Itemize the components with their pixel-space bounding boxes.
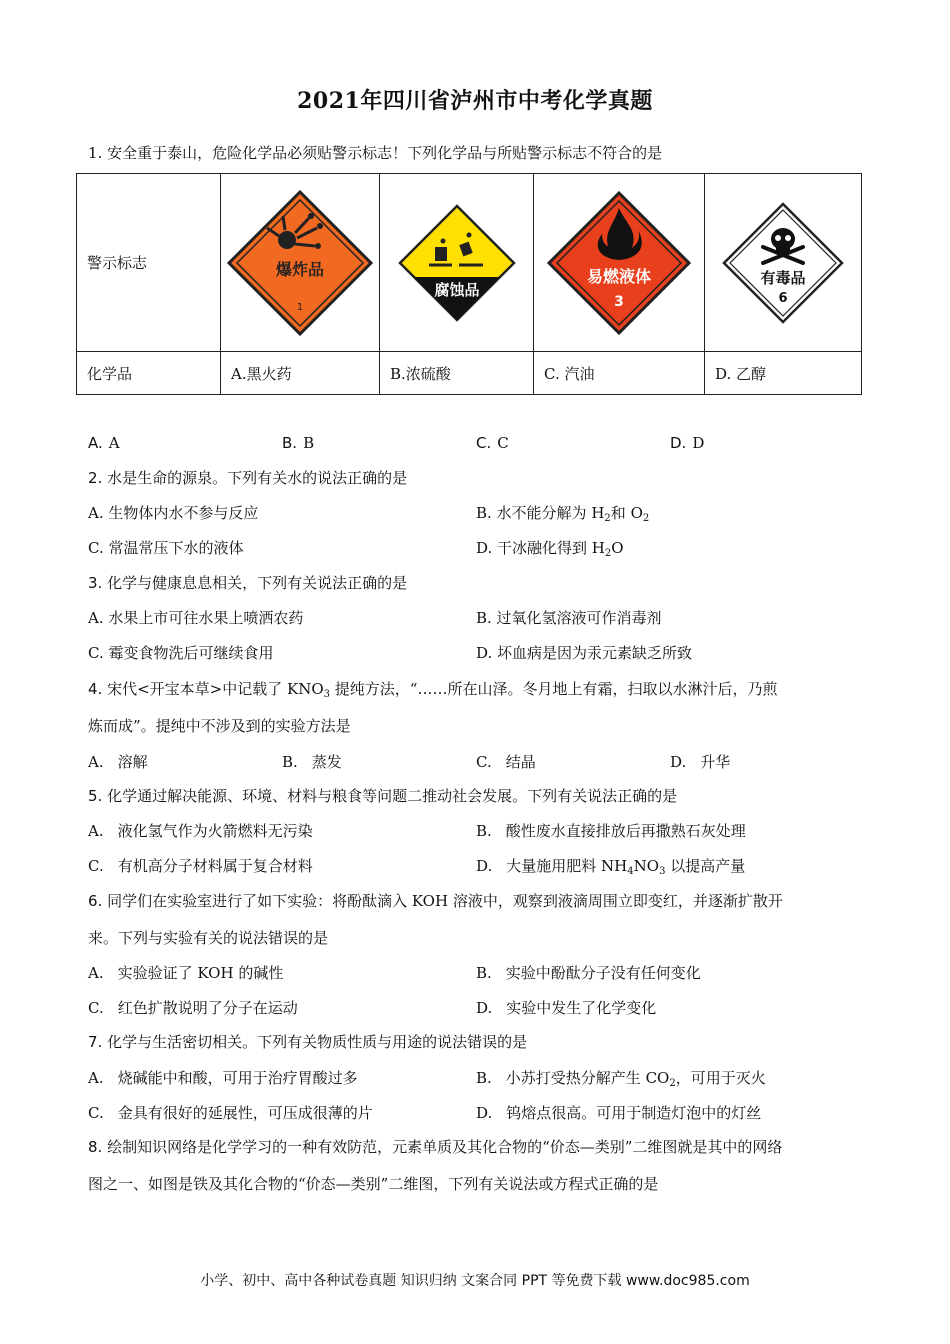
sign-class-number: 3 bbox=[614, 293, 624, 310]
q4-option-c[interactable]: C. 结晶 bbox=[476, 753, 536, 771]
chemical-cell: D. 乙醇 bbox=[705, 352, 862, 395]
q1-option-d[interactable]: D. D bbox=[670, 434, 705, 452]
sign-cell-flammable bbox=[534, 174, 705, 352]
corrosion-icon bbox=[397, 203, 517, 323]
q5-option-b[interactable]: B. 酸性废水直接排放后再撒熟石灰处理 bbox=[476, 822, 746, 840]
sign-cell-explosive bbox=[221, 174, 380, 352]
sign-class-number: 6 bbox=[778, 290, 788, 306]
page-title: 2021年四川省泸州市中考化学真题 bbox=[297, 88, 653, 114]
chemical-cell: C. 汽油 bbox=[534, 352, 705, 395]
q1-option-a[interactable]: A. A bbox=[88, 434, 120, 452]
table-row-header-chemicals: 化学品 bbox=[77, 352, 221, 395]
q4-option-a[interactable]: A. 溶解 bbox=[88, 753, 148, 771]
warning-sign-table bbox=[76, 173, 862, 395]
q6-stem: 6. 同学们在实验室进行了如下实验：将酚酞滴入 KOH 溶液中，观察到液滴周围立即变红，并逐渐扩散开 bbox=[88, 892, 783, 910]
q3-option-b[interactable]: B. 过氧化氢溶液可作消毒剂 bbox=[476, 609, 662, 627]
q3-stem: 3. 化学与健康息息相关，下列有关说法正确的是 bbox=[88, 574, 408, 592]
page-footer: 小学、初中、高中各种试卷真题 知识归纳 文案合同 PPT 等免费下载 www.doc985.com bbox=[200, 1273, 750, 1289]
skull-icon bbox=[721, 201, 845, 325]
q7-option-a[interactable]: A. 烧碱能中和酸，可用于治疗胃酸过多 bbox=[88, 1069, 358, 1087]
q7-stem: 7. 化学与生活密切相关。下列有关物质性质与用途的说法错误的是 bbox=[88, 1033, 528, 1051]
q8-stem-line2: 图之一、如图是铁及其化合物的“价态—类别”二维图，下列有关说法或方程式正确的是 bbox=[88, 1175, 659, 1193]
q2-option-b[interactable]: B. 水不能分解为 $H_2$和 $O_2$ bbox=[476, 504, 650, 524]
q5-option-c[interactable]: C. 有机高分子材料属于复合材料 bbox=[88, 857, 313, 875]
q3-option-d[interactable]: D. 坏血病是因为汞元素缺乏所致 bbox=[476, 644, 693, 662]
q6-option-c[interactable]: C. 红色扩散说明了分子在运动 bbox=[88, 999, 298, 1017]
sign-label-explosive: 爆炸品 bbox=[275, 259, 325, 279]
q5-option-a[interactable]: A. 液化氢气作为火箭燃料无污染 bbox=[88, 822, 313, 840]
chemical-cell: B.浓硫酸 bbox=[380, 352, 534, 395]
q2-stem: 2. 水是生命的源泉。下列有关水的说法正确的是 bbox=[88, 469, 408, 487]
q6-option-b[interactable]: B. 实验中酚酞分子没有任何变化 bbox=[476, 964, 701, 982]
q4-option-d[interactable]: D. 升华 bbox=[670, 753, 731, 771]
q7-option-b[interactable]: B. 小苏打受热分解产生 $CO_2$，可用于灭火 bbox=[476, 1069, 766, 1089]
sign-label-toxic: 有毒品 bbox=[760, 268, 806, 287]
explosion-icon bbox=[225, 188, 375, 338]
q1-option-c[interactable]: C. C bbox=[476, 434, 509, 452]
flame-icon bbox=[546, 190, 692, 336]
q4-stem-line2: 炼而成”。提纯中不涉及到的实验方法是 bbox=[88, 717, 351, 735]
q5-option-d[interactable]: D. 大量施用肥料 $NH_4NO_3$ 以提高产量 bbox=[476, 857, 746, 877]
q3-option-c[interactable]: C. 霉变食物洗后可继续食用 bbox=[88, 644, 274, 662]
sign-cell-corrosive bbox=[380, 174, 534, 352]
q4-option-b[interactable]: B. 蒸发 bbox=[282, 753, 342, 771]
q3-option-a[interactable]: A. 水果上市可往水果上喷洒农药 bbox=[88, 609, 304, 627]
q4-stem: 4. 宋代<开宝本草>中记载了 $KNO_3$ 提纯方法，“……所在山泽。冬月地上有霜，扫取以水淋汁后，乃煎 bbox=[88, 680, 778, 700]
q2-option-a[interactable]: A. 生物体内水不参与反应 bbox=[88, 504, 259, 522]
q1-stem: 1. 安全重于泰山，危险化学品必须贴警示标志！下列化学品与所贴警示标志不符合的是 bbox=[88, 144, 663, 162]
chemical-cell: A.黑火药 bbox=[221, 352, 380, 395]
table-row-header-signs: 警示标志 bbox=[77, 174, 221, 352]
sign-label-flammable: 易燃液体 bbox=[586, 266, 652, 286]
q7-option-d[interactable]: D. 钨熔点很高。可用于制造灯泡中的灯丝 bbox=[476, 1104, 762, 1122]
sign-label-corrosive: 腐蚀品 bbox=[433, 280, 480, 299]
q1-option-b[interactable]: B. B bbox=[282, 434, 315, 452]
q6-stem-line2: 来。下列与实验有关的说法错误的是 bbox=[88, 929, 329, 947]
q8-stem: 8. 绘制知识网络是化学学习的一种有效防范，元素单质及其化合物的“价态—类别”二维图就是其中的网络 bbox=[88, 1138, 783, 1156]
q6-option-d[interactable]: D. 实验中发生了化学变化 bbox=[476, 999, 657, 1017]
q2-option-c[interactable]: C. 常温常压下水的液体 bbox=[88, 539, 244, 557]
sign-cell-toxic bbox=[705, 174, 862, 352]
q7-option-c[interactable]: C. 金具有很好的延展性，可压成很薄的片 bbox=[88, 1104, 373, 1122]
q5-stem: 5. 化学通过解决能源、环境、材料与粮食等问题二推动社会发展。下列有关说法正确的是 bbox=[88, 787, 678, 805]
q2-option-d[interactable]: D. 干冰融化得到 $H_2O$ bbox=[476, 539, 624, 559]
sign-class-number: 1 bbox=[296, 301, 304, 313]
q6-option-a[interactable]: A. 实验验证了 KOH 的碱性 bbox=[88, 964, 284, 982]
